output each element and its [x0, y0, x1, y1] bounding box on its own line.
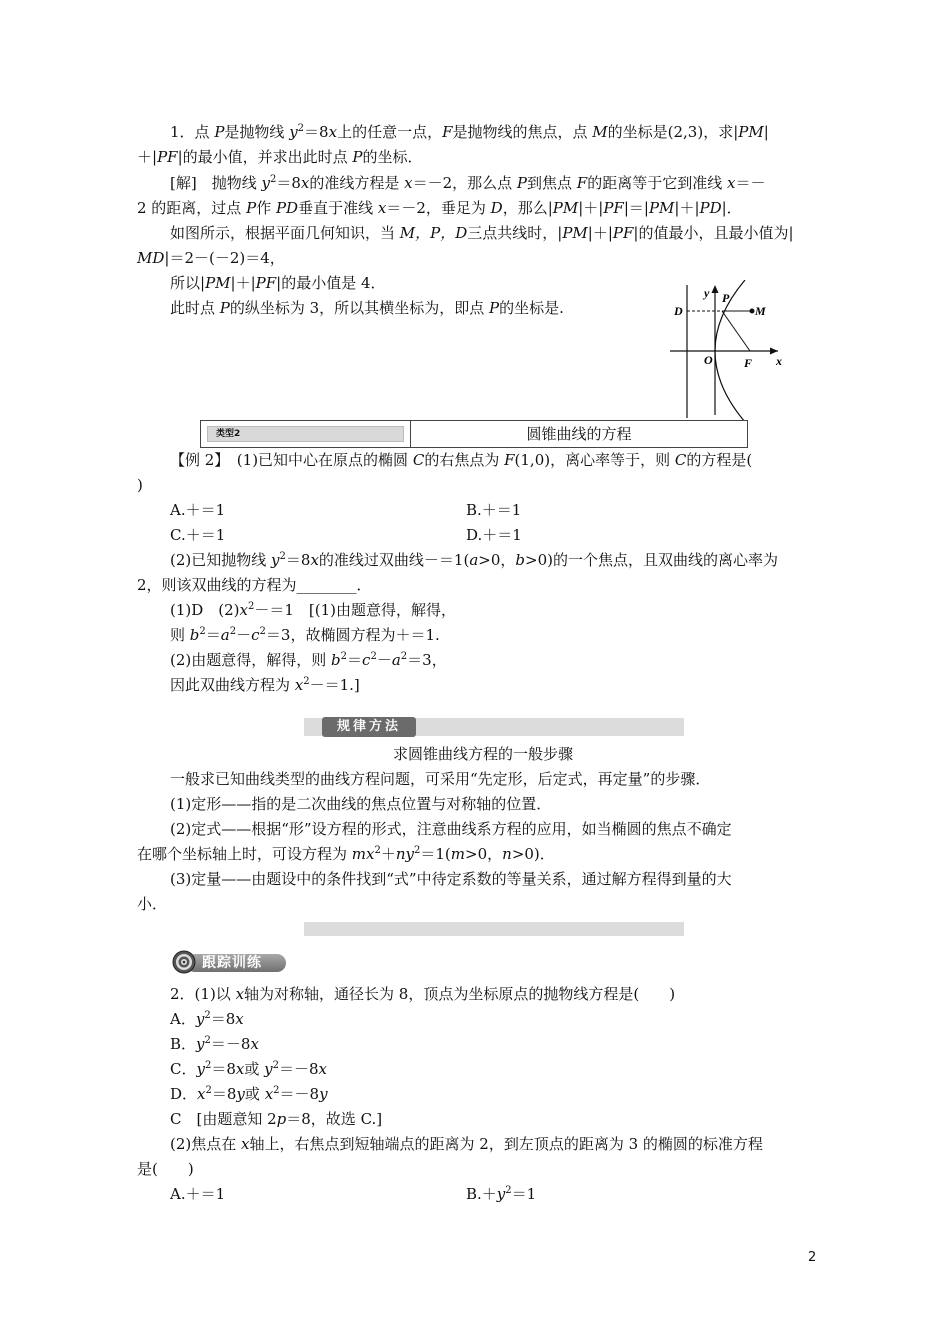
method-line6: 小．	[137, 895, 168, 913]
page-number: 2	[808, 1250, 817, 1265]
training-q2-option-b: $B.+y^2=1$	[466, 1185, 537, 1203]
problem1-line3: [解] 抛物线 $y^2=8x$的准线方程是 x＝－2，那么点 P到焦点 F的距离等于它到准线 x＝－	[170, 174, 766, 192]
problem1-line5: 如图所示，根据平面几何知识，当 M，P，D三点共线时，|PM|＋|PF|的值最小，且最小值为|	[170, 224, 794, 242]
example2-option-b: B.＋＝1	[466, 501, 522, 519]
figure-label-y: y	[704, 286, 710, 300]
figure-label-o: O	[704, 353, 713, 367]
figure-label-x: x	[776, 354, 782, 368]
section-type-bar	[200, 420, 748, 448]
example2-option-c: C.＋＝1	[170, 526, 226, 544]
type-tag-cell	[201, 421, 411, 447]
example2-line1: 【例 2】 (1)已知中心在原点的椭圆 C的右焦点为 F(1,0)，离心率等于，则 C的方程是(	[170, 451, 753, 469]
type-tag: 类型2	[207, 426, 404, 442]
example2-option-d: D.＋＝1	[466, 526, 522, 544]
method-end-bar	[304, 922, 684, 936]
figure-label-m: M	[755, 304, 766, 318]
training-q2-line1: (2)焦点在 x轴上，右焦点到短轴端点的距离为 2，到左顶点的距离为 3 的椭圆的标准方程	[170, 1135, 763, 1153]
example2-part2-line2: 2，则该双曲线的方程为________．	[137, 576, 372, 594]
training-q1: 2．(1)以 x轴为对称轴，通径长为 8，顶点为坐标原点的抛物线方程是( )	[170, 985, 676, 1003]
training-banner	[170, 948, 288, 974]
example2-answer-line1: (1)D $(2)x^2-=1$ [(1)由题意得，解得，	[170, 601, 457, 619]
method-line3: (2)定式——根据“形”设方程的形式，注意曲线系方程的应用，如当椭圆的焦点不确定	[170, 820, 732, 838]
problem1-line4: 2 的距离，过点 P作 PD垂直于准线 x＝－2，垂足为 D，那么|PM|＋|PF|＝|PM|＋|PD|．	[137, 199, 742, 217]
figure-label-p: P	[722, 291, 730, 305]
problem1-line1: 1．点 P是抛物线 $y^2=8x$上的任意一点，F是抛物线的焦点，点 M的坐标是(2,3)，求|PM|	[170, 123, 769, 141]
figure-label-d: D	[674, 304, 683, 318]
example2-answer-line3: (2)由题意得，解得，则 $b^2=c^2-a^2=3$，	[170, 651, 447, 669]
problem1-line2: ＋|PF|的最小值，并求出此时点 P的坐标．	[137, 148, 423, 166]
example2-option-a: A.＋＝1	[170, 501, 226, 519]
example2-part2-line1: (2)已知抛物线 $y^2=8x$的准线过双曲线－＝1(a>0，b>0)的一个焦点，且双曲线的离心率为	[170, 551, 778, 569]
training-answer: C [由题意知 2p＝8，故选 C.]	[170, 1110, 383, 1128]
training-option-b: B．$y^2=-8x$	[170, 1035, 259, 1053]
problem1-line7: 所以|PM|＋|PF|的最小值是 4．	[170, 274, 386, 292]
method-line1: 一般求已知曲线类型的曲线方程问题，可采用“先定形，后定式，再定量”的步骤．	[170, 770, 711, 788]
method-title: 求圆锥曲线方程的一般步骤	[393, 745, 574, 763]
method-line5: (3)定量——由题设中的条件找到“式”中待定系数的等量关系，通过解方程得到量的大	[170, 870, 732, 888]
method-banner	[304, 718, 684, 736]
training-option-c: C．$y^2=8x$或 $y^2=-8x$	[170, 1060, 328, 1078]
training-q2-option-a: A.＋＝1	[170, 1185, 226, 1203]
training-tag: 跟踪训练	[202, 955, 262, 971]
figure-label-f: F	[744, 356, 753, 370]
method-line4: 在哪个坐标轴上时，可设方程为 $mx^2+ny^2=1(m>0$，n>0)．	[137, 845, 555, 863]
parabola-figure	[660, 280, 800, 420]
training-option-d: D．$x^2=8y$或 $x^2=-8y$	[170, 1085, 328, 1103]
example2-line2: )	[137, 476, 143, 494]
problem1-line8: 此时点 P的纵坐标为 3，所以其横坐标为，即点 P的坐标是.	[170, 299, 564, 317]
problem1-line6: MD|＝2－(－2)＝4，	[137, 249, 285, 267]
example2-answer-line4: 因此双曲线方程为 $x^2-=1$.]	[170, 676, 360, 694]
training-option-a: A．$y^2=8x$	[170, 1010, 244, 1028]
method-line2: (1)定形——指的是二次曲线的焦点位置与对称轴的位置．	[170, 795, 552, 813]
training-q2-line2: 是( )	[137, 1160, 194, 1178]
target-icon	[172, 950, 196, 974]
method-tag: 规律方法	[322, 717, 416, 737]
example2-answer-line2: 则 $b^2=a^2-c^2=3$，故椭圆方程为＋＝1.	[170, 626, 440, 644]
section-title: 圆锥曲线的方程	[526, 425, 632, 443]
